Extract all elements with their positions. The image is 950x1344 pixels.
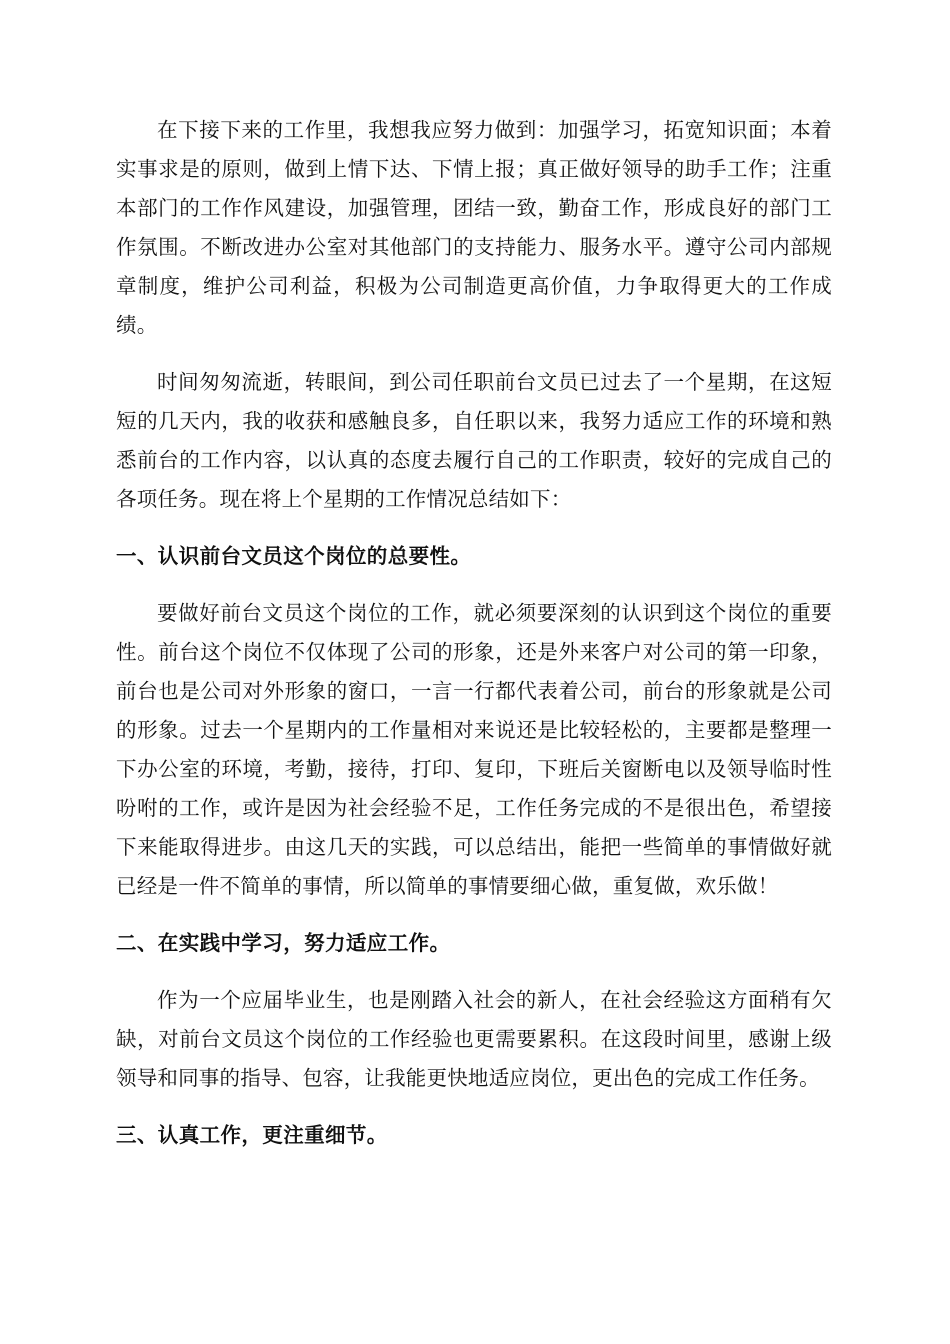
- paragraph-gap: [116, 906, 832, 924]
- paragraph-intro: 时间匆匆流逝，转眼间，到公司任职前台文员已过去了一个星期，在这短短的几天内，我的收获和感触良多，自任职以来，我努力适应工作的环境和熟悉前台的工作内容，以认真的态度去履行自己的工作职责，较好的完成自己的各项任务。现在将上个星期的工作情况总结如下：: [116, 370, 832, 511]
- section-heading-3: 三、认真工作，更注重细节。: [116, 1123, 388, 1147]
- paragraph-gap: [116, 1098, 832, 1116]
- section-heading-1: 一、认识前台文员这个岗位的总要性。: [116, 544, 472, 568]
- paragraph-work-plan: 在下接下来的工作里，我想我应努力做到：加强学习，拓宽知识面；本着实事求是的原则，做到上情下达、下情上报；真正做好领导的助手工作；注重本部门的工作作风建设，加强管理，团结一致，勤奋工作，形成良好的部门工作氛围。不断改进办公室对其他部门的支持能力、服务水平。遵守公司内部规章制度，维护公司利益，积极为公司制造更高价值，力争取得更大的工作成绩。: [116, 118, 832, 337]
- paragraph-gap: [116, 963, 832, 981]
- section-heading-2: 二、在实践中学习，努力适应工作。: [116, 931, 451, 955]
- paragraph-gap: [116, 576, 832, 594]
- paragraph-section-1: 要做好前台文员这个岗位的工作，就必须要深刻的认识到这个岗位的重要性。前台这个岗位不仅体现了公司的形象，还是外来客户对公司的第一印象，前台也是公司对外形象的窗口，一言一行都代表着公司，前台的形象就是公司的形象。过去一个星期内的工作量相对来说还是比较轻松的，主要都是整理一下办公室的环境，考勤，接待，打印、复印，下班后关窗断电以及领导临时性吩咐的工作，或许是因为社会经验不足，工作任务完成的不是很出色，希望接下来能取得进步。由这几天的实践，可以总结出，能把一些简单的事情做好就已经是一件不简单的事情，所以简单的事情要细心做，重复做，欢乐做！: [116, 601, 832, 898]
- paragraph-gap: [116, 345, 832, 363]
- paragraph-section-2: 作为一个应届毕业生，也是刚踏入社会的新人，在社会经验这方面稍有欠缺，对前台文员这个岗位的工作经验也更需要累积。在这段时间里，感谢上级领导和同事的指导、包容，让我能更快地适应岗位，更出色的完成工作任务。: [116, 988, 832, 1090]
- paragraph-gap: [116, 519, 832, 537]
